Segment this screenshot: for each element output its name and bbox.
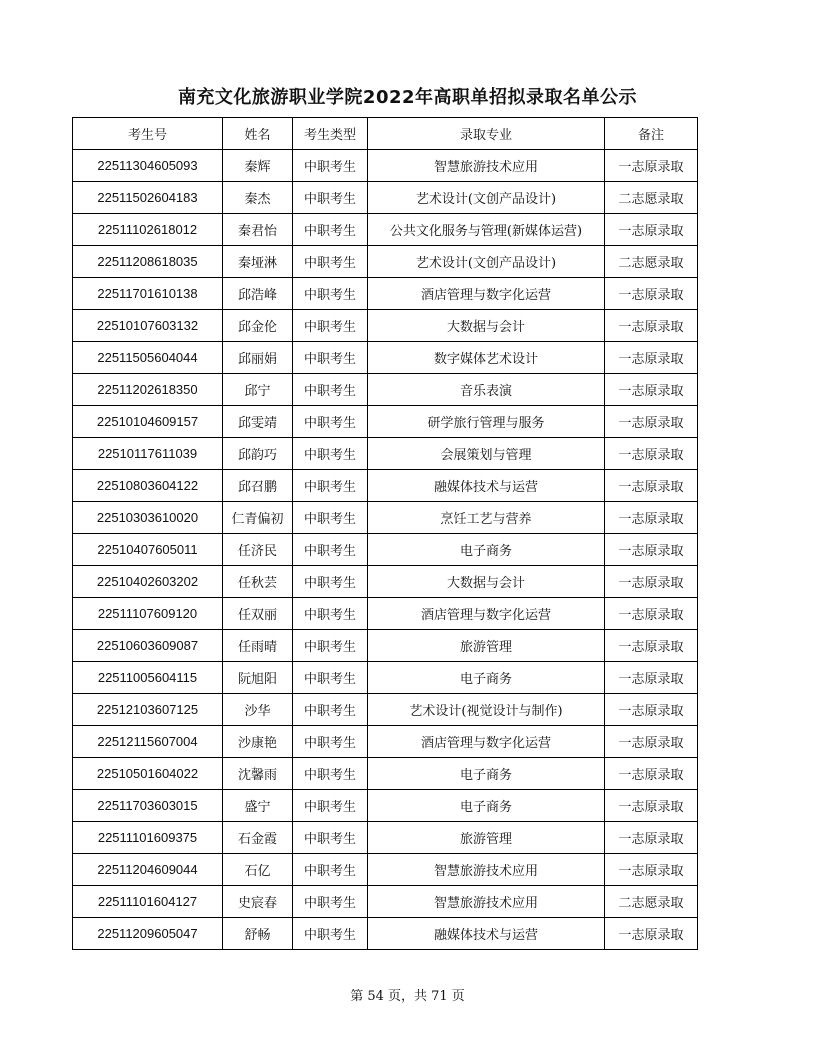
- name-cell: 石亿: [223, 854, 293, 886]
- table-row: [73, 566, 698, 598]
- candidate-type-cell: 中职考生: [293, 470, 368, 502]
- remark-cell: 二志愿录取: [605, 886, 698, 918]
- major-cell: 酒店管理与数字化运营: [368, 278, 605, 310]
- major-cell: 智慧旅游技术应用: [368, 150, 605, 182]
- major-cell: 大数据与会计: [368, 566, 605, 598]
- name-cell: 邱宁: [223, 374, 293, 406]
- name-cell: 仁青偏初: [223, 502, 293, 534]
- candidate-id-cell: 22511005604115: [73, 662, 223, 694]
- remark-cell: 一志原录取: [605, 150, 698, 182]
- major-cell: 艺术设计(文创产品设计): [368, 246, 605, 278]
- table-row: [73, 150, 698, 182]
- remark-cell: 一志原录取: [605, 918, 698, 950]
- remark-cell: 二志愿录取: [605, 182, 698, 214]
- candidate-id-cell: 22511703603015: [73, 790, 223, 822]
- candidate-type-cell: 中职考生: [293, 534, 368, 566]
- candidate-id-cell: 22511304605093: [73, 150, 223, 182]
- major-cell: 融媒体技术与运营: [368, 470, 605, 502]
- candidate-type-cell: 中职考生: [293, 182, 368, 214]
- remark-cell: 一志原录取: [605, 214, 698, 246]
- table-row: [73, 374, 698, 406]
- table-row: [73, 598, 698, 630]
- candidate-type-cell: 中职考生: [293, 886, 368, 918]
- table-row: [73, 758, 698, 790]
- candidate-type-cell: 中职考生: [293, 566, 368, 598]
- remark-cell: 一志原录取: [605, 726, 698, 758]
- major-cell: 智慧旅游技术应用: [368, 854, 605, 886]
- table-row: [73, 854, 698, 886]
- major-cell: 旅游管理: [368, 822, 605, 854]
- remark-cell: 一志原录取: [605, 502, 698, 534]
- table-row: [73, 534, 698, 566]
- name-cell: 沙华: [223, 694, 293, 726]
- major-cell: 研学旅行管理与服务: [368, 406, 605, 438]
- header-candidate-type: 考生类型: [293, 118, 368, 150]
- table-row: [73, 886, 698, 918]
- name-cell: 沈馨雨: [223, 758, 293, 790]
- table-row: [73, 630, 698, 662]
- major-cell: 旅游管理: [368, 630, 605, 662]
- candidate-type-cell: 中职考生: [293, 790, 368, 822]
- candidate-id-cell: 22511208618035: [73, 246, 223, 278]
- remark-cell: 一志原录取: [605, 406, 698, 438]
- name-cell: 邱金伦: [223, 310, 293, 342]
- major-cell: 音乐表演: [368, 374, 605, 406]
- remark-cell: 一志原录取: [605, 854, 698, 886]
- candidate-type-cell: 中职考生: [293, 630, 368, 662]
- candidate-id-cell: 22510303610020: [73, 502, 223, 534]
- table-row: [73, 438, 698, 470]
- major-cell: 电子商务: [368, 758, 605, 790]
- candidate-id-cell: 22512115607004: [73, 726, 223, 758]
- name-cell: 邱韵巧: [223, 438, 293, 470]
- table-row: [73, 278, 698, 310]
- header-admitted-major: 录取专业: [368, 118, 605, 150]
- remark-cell: 一志原录取: [605, 534, 698, 566]
- remark-cell: 二志愿录取: [605, 246, 698, 278]
- candidate-id-cell: 22510501604022: [73, 758, 223, 790]
- major-cell: 电子商务: [368, 662, 605, 694]
- table-row: [73, 406, 698, 438]
- table-row: [73, 502, 698, 534]
- remark-cell: 一志原录取: [605, 566, 698, 598]
- candidate-id-cell: 22510803604122: [73, 470, 223, 502]
- candidate-id-cell: 22510107603132: [73, 310, 223, 342]
- table-row: [73, 182, 698, 214]
- remark-cell: 一志原录取: [605, 694, 698, 726]
- name-cell: 沙康艳: [223, 726, 293, 758]
- remark-cell: 一志原录取: [605, 662, 698, 694]
- table-row: [73, 310, 698, 342]
- candidate-id-cell: 22511209605047: [73, 918, 223, 950]
- name-cell: 史宸春: [223, 886, 293, 918]
- candidate-type-cell: 中职考生: [293, 246, 368, 278]
- candidate-type-cell: 中职考生: [293, 374, 368, 406]
- name-cell: 秦垭淋: [223, 246, 293, 278]
- table-header-row: [73, 118, 698, 150]
- candidate-id-cell: 22511102618012: [73, 214, 223, 246]
- candidate-id-cell: 22510603609087: [73, 630, 223, 662]
- table-row: [73, 918, 698, 950]
- candidate-type-cell: 中职考生: [293, 758, 368, 790]
- candidate-id-cell: 22510407605011: [73, 534, 223, 566]
- candidate-type-cell: 中职考生: [293, 150, 368, 182]
- candidate-id-cell: 22511502604183: [73, 182, 223, 214]
- table-row: [73, 214, 698, 246]
- major-cell: 艺术设计(文创产品设计): [368, 182, 605, 214]
- table-body: [73, 150, 698, 950]
- remark-cell: 一志原录取: [605, 598, 698, 630]
- remark-cell: 一志原录取: [605, 342, 698, 374]
- admission-table: [72, 117, 698, 950]
- candidate-type-cell: 中职考生: [293, 918, 368, 950]
- major-cell: 烹饪工艺与营养: [368, 502, 605, 534]
- candidate-id-cell: 22511701610138: [73, 278, 223, 310]
- candidate-type-cell: 中职考生: [293, 438, 368, 470]
- candidate-id-cell: 22510117611039: [73, 438, 223, 470]
- page-footer: 第 54 页，共 71 页: [350, 989, 465, 1004]
- name-cell: 任秋芸: [223, 566, 293, 598]
- remark-cell: 一志原录取: [605, 278, 698, 310]
- name-cell: 邱丽娟: [223, 342, 293, 374]
- table-row: [73, 822, 698, 854]
- candidate-id-cell: 22510402603202: [73, 566, 223, 598]
- candidate-id-cell: 22511202618350: [73, 374, 223, 406]
- name-cell: 邱雯靖: [223, 406, 293, 438]
- name-cell: 邱浩峰: [223, 278, 293, 310]
- major-cell: 公共文化服务与管理(新媒体运营): [368, 214, 605, 246]
- candidate-type-cell: 中职考生: [293, 822, 368, 854]
- table-row: [73, 694, 698, 726]
- remark-cell: 一志原录取: [605, 374, 698, 406]
- major-cell: 艺术设计(视觉设计与制作): [368, 694, 605, 726]
- major-cell: 大数据与会计: [368, 310, 605, 342]
- name-cell: 秦君怡: [223, 214, 293, 246]
- candidate-id-cell: 22511107609120: [73, 598, 223, 630]
- candidate-id-cell: 22510104609157: [73, 406, 223, 438]
- major-cell: 融媒体技术与运营: [368, 918, 605, 950]
- candidate-type-cell: 中职考生: [293, 598, 368, 630]
- name-cell: 任雨晴: [223, 630, 293, 662]
- candidate-id-cell: 22511204609044: [73, 854, 223, 886]
- header-candidate-id: 考生号: [73, 118, 223, 150]
- name-cell: 阮旭阳: [223, 662, 293, 694]
- candidate-type-cell: 中职考生: [293, 854, 368, 886]
- major-cell: 电子商务: [368, 790, 605, 822]
- table-row: [73, 470, 698, 502]
- name-cell: 任双丽: [223, 598, 293, 630]
- candidate-type-cell: 中职考生: [293, 342, 368, 374]
- header-remark: 备注: [605, 118, 698, 150]
- major-cell: 会展策划与管理: [368, 438, 605, 470]
- candidate-type-cell: 中职考生: [293, 214, 368, 246]
- remark-cell: 一志原录取: [605, 438, 698, 470]
- name-cell: 舒畅: [223, 918, 293, 950]
- name-cell: 盛宁: [223, 790, 293, 822]
- header-name: 姓名: [223, 118, 293, 150]
- remark-cell: 一志原录取: [605, 822, 698, 854]
- major-cell: 电子商务: [368, 534, 605, 566]
- remark-cell: 一志原录取: [605, 310, 698, 342]
- candidate-id-cell: 22511505604044: [73, 342, 223, 374]
- major-cell: 数字媒体艺术设计: [368, 342, 605, 374]
- candidate-id-cell: 22512103607125: [73, 694, 223, 726]
- major-cell: 酒店管理与数字化运营: [368, 726, 605, 758]
- candidate-type-cell: 中职考生: [293, 310, 368, 342]
- table-row: [73, 790, 698, 822]
- candidate-type-cell: 中职考生: [293, 502, 368, 534]
- candidate-type-cell: 中职考生: [293, 406, 368, 438]
- table-row: [73, 726, 698, 758]
- name-cell: 石金霞: [223, 822, 293, 854]
- candidate-type-cell: 中职考生: [293, 662, 368, 694]
- remark-cell: 一志原录取: [605, 630, 698, 662]
- major-cell: 酒店管理与数字化运营: [368, 598, 605, 630]
- name-cell: 任济民: [223, 534, 293, 566]
- table-row: [73, 662, 698, 694]
- document-title: 南充文化旅游职业学院2022年高职单招拟录取名单公示: [177, 87, 638, 108]
- table-row: [73, 342, 698, 374]
- remark-cell: 一志原录取: [605, 470, 698, 502]
- name-cell: 秦辉: [223, 150, 293, 182]
- name-cell: 秦杰: [223, 182, 293, 214]
- table-row: [73, 246, 698, 278]
- candidate-type-cell: 中职考生: [293, 694, 368, 726]
- remark-cell: 一志原录取: [605, 790, 698, 822]
- candidate-id-cell: 22511101609375: [73, 822, 223, 854]
- candidate-type-cell: 中职考生: [293, 278, 368, 310]
- candidate-id-cell: 22511101604127: [73, 886, 223, 918]
- major-cell: 智慧旅游技术应用: [368, 886, 605, 918]
- name-cell: 邱召鹏: [223, 470, 293, 502]
- candidate-type-cell: 中职考生: [293, 726, 368, 758]
- remark-cell: 一志原录取: [605, 758, 698, 790]
